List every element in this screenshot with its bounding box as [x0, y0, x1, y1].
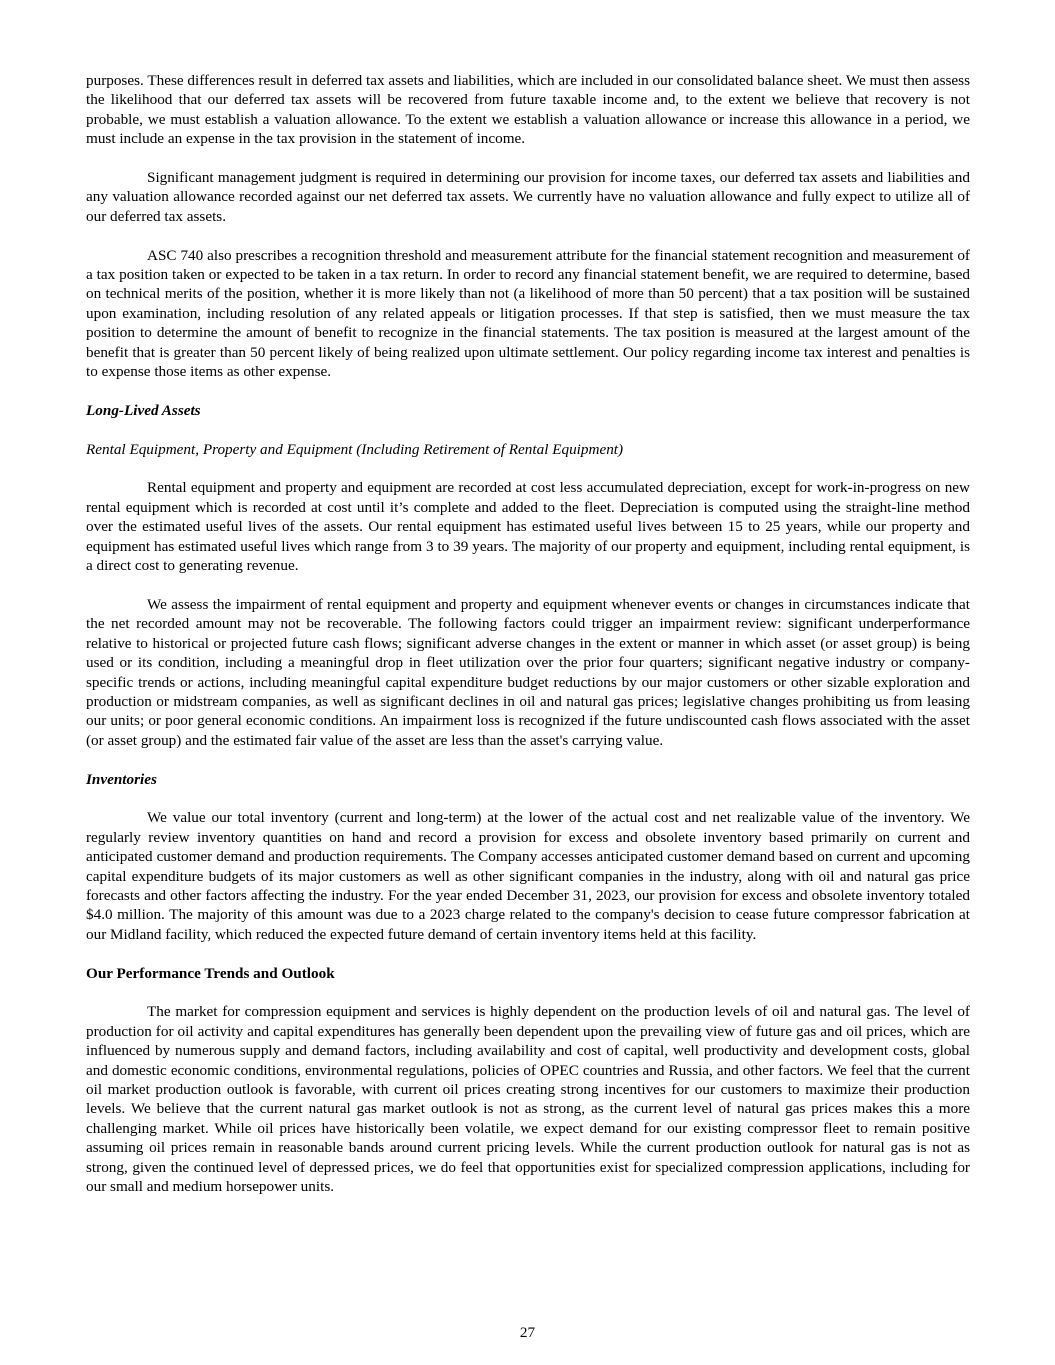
page-number: 27 [519, 1324, 536, 1341]
paragraph-management-judgment: Significant management judgment is required in determining our provision for income taxes, our deferred tax assets and liabilities and any valuation allowance recorded against our net deferred tax assets. We currently have no valuation allowance and fully expect to utilize all of our deferred tax assets. [86, 169, 970, 225]
paragraph-deferred-tax-continuation: purposes. These differences result in deferred tax assets and liabilities, which are included in our consolidated balance sheet. We must then assess the likelihood that our deferred tax assets will be recovered from future taxable income and, to the extent we believe that recovery is not probable, we must establish a valuation allowance. To the extent we establish a valuation allowance or increase this allowance in a period, we must include an expense in the tax provision in the statement of income. [86, 72, 970, 148]
subheading-rental-equipment: Rental Equipment, Property and Equipment (Including Retirement of Rental Equipment) [86, 440, 624, 458]
paragraph-impairment: We assess the impairment of rental equipment and property and equipment whenever events or changes in circumstances indicate that the net recorded amount may not be recoverable. The following factors could trigger an impairment review: significant underperformance relative to historical or projected future cash flows; significant adverse changes in the extent or manner in which asset (or asset group) is being used or its condition, including a meaningful drop in fleet utilization over the prior four quarters; significant negative industry or company-specific trends or actions, including meaningful capital expenditure budget reductions by our major customers or other sizable exploration and production or midstream companies, as well as significant declines in oil and natural gas prices; legislative changes prohibiting us from leasing our units; or poor general economic conditions. An impairment loss is recognized if the future undiscounted cash flows associated with the asset (or asset group) and the estimated fair value of the asset are less than the asset's carrying value. [86, 595, 970, 749]
heading-inventories: Inventories [86, 770, 157, 788]
paragraph-market-outlook: The market for compression equipment and services is highly dependent on the production levels of oil and natural gas. The level of production for oil activity and capital expenditures has generally been dependent upon the prevailing view of future gas and oil prices, which are influenced by numerous supply and demand factors, including availability and cost of capital, well productivity and development costs, global and domestic economic conditions, environmental regulations, policies of OPEC countries and Russia, and other factors. We feel that the current oil market production outlook is favorable, with current oil prices creating strong incentives for our customers to maximize their production levels. We believe that the current natural gas market outlook is not as strong, as the current level of natural gas prices makes this a more challenging market. While oil prices have historically been volatile, we expect demand for our existing compressor fleet to remain positive assuming oil prices remain in reasonable bands around current pricing levels. While the current production outlook for natural gas is not as strong, given the continued level of depressed prices, we do feel that opportunities exist for specialized compression applications, including for our small and medium horsepower units. [86, 1003, 970, 1195]
paragraph-rental-equipment-cost: Rental equipment and property and equipment are recorded at cost less accumulated depreciation, except for work-in-progress on new rental equipment which is recorded at cost until it’s complete and added to the fleet. Depreciation is computed using the straight-line method over the estimated useful lives of the assets. Our rental equipment has estimated useful lives between 15 to 25 years, while our property and equipment has estimated useful lives which range from 3 to 39 years. The majority of our property and equipment, including rental equipment, is a direct cost to generating revenue. [86, 479, 970, 575]
paragraph-asc-740: ASC 740 also prescribes a recognition threshold and measurement attribute for the financial statement recognition and measurement of a tax position taken or expected to be taken in a tax return. In order to record any financial statement benefit, we are required to determine, based on technical merits of the position, whether it is more likely than not (a likelihood of more than 50 percent) that a tax position will be sustained upon examination, including resolution of any related appeals or litigation processes. If that step is satisfied, then we must measure the tax position to determine the amount of benefit to recognize in the financial statements. The tax position is measured at the largest amount of the benefit that is greater than 50 percent likely of being realized upon ultimate settlement. Our policy regarding income tax interest and penalties is to expense those items as other expense. [86, 246, 970, 381]
paragraph-inventories: We value our total inventory (current and long-term) at the lower of the actual cost and net realizable value of the inventory. We regularly review inventory quantities on hand and record a provision for excess and obsolete inventory based primarily on current and anticipated customer demand and production requirements. The Company accesses anticipated customer demand based on current and upcoming capital expenditure budgets of its major customers as well as other significant companies in the industry, along with oil and natural gas price forecasts and other factors affecting the industry. For the year ended December 31, 2023, our provision for excess and obsolete inventory totaled $4.0 million. The majority of this amount was due to a 2023 charge related to the company's decision to cease future compressor fabrication at our Midland facility, which reduced the expected future demand of certain inventory items held at this facility. [86, 809, 970, 943]
heading-performance-trends: Our Performance Trends and Outlook [86, 964, 335, 982]
heading-long-lived-assets: Long-Lived Assets [86, 401, 201, 419]
document-page [86, 71, 970, 1216]
